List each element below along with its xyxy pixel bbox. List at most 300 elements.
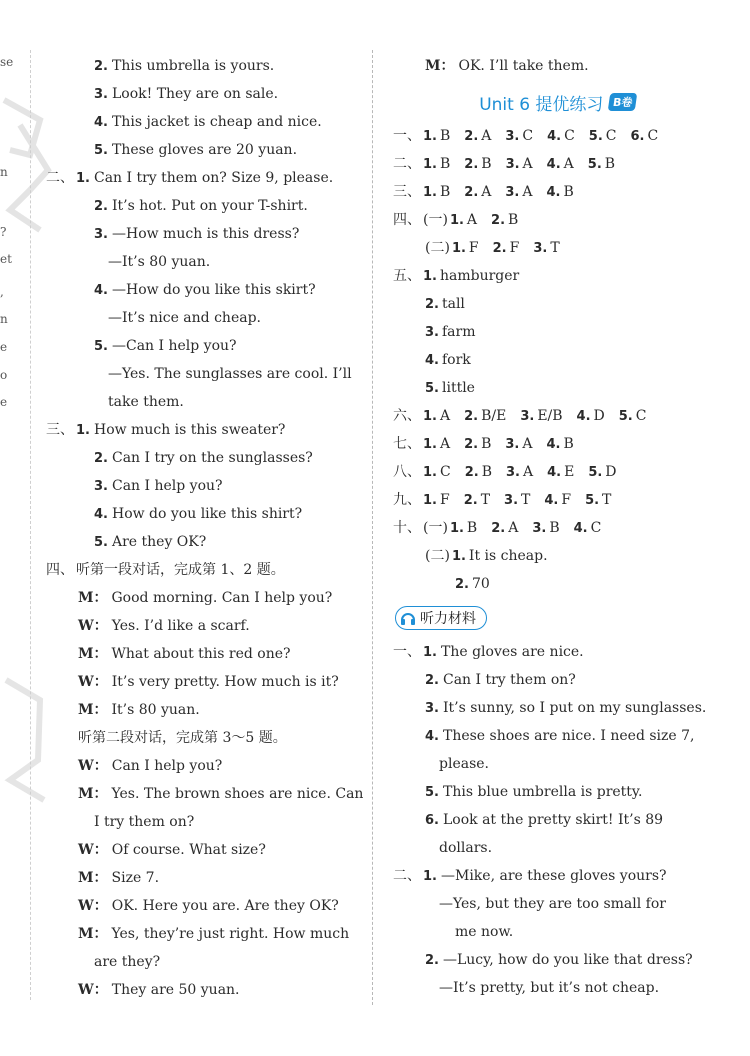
- answer-item: [574, 520, 602, 536]
- answer-value: B: [439, 156, 451, 172]
- answer-item: [533, 240, 559, 256]
- speaker-label: M：: [78, 786, 108, 802]
- text-line: [46, 416, 364, 444]
- text-line: [46, 584, 364, 612]
- answer-item: [455, 576, 490, 592]
- listening-line: [393, 638, 723, 666]
- edge-fragment: o: [0, 368, 8, 382]
- line-text: me now.: [455, 924, 514, 940]
- answer-value: A: [508, 520, 519, 536]
- item-number: 2.: [94, 59, 108, 74]
- item-number: 4.: [544, 493, 559, 508]
- item-number: 2.: [94, 451, 108, 466]
- answer-value: little: [441, 380, 475, 396]
- item-number: 4.: [547, 465, 562, 480]
- answer-item: [544, 492, 571, 508]
- item-number: 4.: [94, 507, 108, 522]
- section-number: 九、: [393, 492, 421, 508]
- answer-value: hamburger: [439, 268, 520, 284]
- answer-value: A: [522, 464, 534, 480]
- text-line: [46, 528, 364, 556]
- answer-row: [393, 346, 723, 374]
- item-number: 2.: [464, 185, 479, 200]
- section-number: 一、: [393, 644, 421, 660]
- text-line: [46, 388, 364, 416]
- answer-row: [393, 402, 723, 430]
- speaker-label: W：: [78, 618, 108, 634]
- edge-fragment: se: [0, 55, 14, 69]
- subsection-number: (二): [425, 240, 450, 256]
- line-text: please.: [439, 756, 489, 772]
- text-line: [46, 752, 364, 780]
- item-number: 2.: [425, 953, 439, 968]
- item-number: 4.: [547, 129, 562, 144]
- b-paper-badge: B卷: [608, 93, 638, 111]
- item-number: 3.: [505, 437, 520, 452]
- answer-item: [423, 408, 450, 424]
- unit-title: Unit 6 提优练习: [479, 94, 604, 115]
- text-line: [46, 556, 364, 584]
- section-number: 八、: [393, 464, 421, 480]
- answer-item: [465, 464, 492, 480]
- section-number: 三、: [46, 422, 74, 438]
- speaker-label: W：: [78, 674, 108, 690]
- item-number: 1.: [423, 645, 437, 660]
- answer-row: [393, 178, 723, 206]
- line-text: Can I try them on? Size 9, please.: [93, 170, 334, 186]
- answer-value: B: [563, 184, 574, 200]
- answer-item: [520, 408, 562, 424]
- item-number: 1.: [423, 157, 437, 172]
- subsection-number: (一): [423, 520, 448, 536]
- section-number: 三、: [393, 184, 421, 200]
- item-number: 1.: [451, 241, 466, 256]
- answer-value: E: [564, 464, 575, 480]
- line-text: The gloves are nice.: [440, 644, 584, 660]
- answer-value: F: [468, 240, 479, 256]
- item-number: 4.: [94, 115, 108, 130]
- line-text: are they?: [94, 954, 161, 970]
- answer-value: T: [480, 492, 491, 508]
- answer-value: T: [550, 240, 560, 256]
- text-line: [46, 864, 364, 892]
- item-number: 1.: [423, 465, 437, 480]
- line-text: How do you like this shirt?: [111, 506, 303, 522]
- text-line: [46, 136, 364, 164]
- item-number: 4.: [546, 437, 561, 452]
- line-text: Good morning. Can I help you?: [111, 590, 333, 606]
- text-line: [46, 948, 364, 976]
- answer-item: [577, 408, 605, 424]
- answer-item: [547, 464, 574, 480]
- item-number: 6.: [630, 129, 645, 144]
- text-line: [46, 164, 364, 192]
- answer-item: [547, 436, 574, 452]
- answer-item: [423, 436, 450, 452]
- answer-value: B: [549, 520, 560, 536]
- speaker-label: W：: [78, 758, 108, 774]
- item-number: 5.: [587, 157, 602, 172]
- answer-value: C: [590, 520, 602, 536]
- answer-row: [393, 234, 723, 262]
- line-text: It’s sunny, so I put on my sunglasses.: [442, 700, 707, 716]
- answer-item: [423, 492, 450, 508]
- answer-item: [505, 128, 533, 144]
- text-line: [46, 640, 364, 668]
- answer-value: A: [439, 408, 451, 424]
- item-number: 3.: [505, 157, 520, 172]
- answer-item: [464, 156, 491, 172]
- answer-item: [423, 268, 519, 284]
- answer-item: [547, 128, 575, 144]
- answer-row: [393, 374, 723, 402]
- section-number: 二、: [393, 868, 421, 884]
- headphones-icon: [400, 610, 416, 626]
- speaker-label: M：: [425, 58, 455, 74]
- answer-item: [547, 156, 574, 172]
- answer-value: It is cheap.: [468, 548, 548, 564]
- answer-value: fork: [441, 352, 471, 368]
- item-number: 3.: [94, 479, 108, 494]
- item-number: 2.: [464, 129, 479, 144]
- item-number: 1.: [76, 171, 90, 186]
- line-text: This blue umbrella is pretty.: [442, 784, 643, 800]
- answer-value: C: [564, 128, 575, 144]
- item-number: 3.: [532, 521, 547, 536]
- line-text: It’s very pretty. How much is it?: [111, 674, 339, 690]
- answer-value: B: [508, 212, 519, 228]
- answer-value: B: [563, 436, 574, 452]
- listening-label: 听力材料: [420, 611, 476, 627]
- answer-row: [393, 542, 723, 570]
- item-number: 3.: [425, 325, 439, 340]
- line-text: What about this red one?: [111, 646, 291, 662]
- line-text: Look! They are on sale.: [111, 86, 279, 102]
- answer-row: [393, 486, 723, 514]
- answer-value: F: [561, 492, 572, 508]
- line-text: Look at the pretty skirt! It’s 89: [442, 812, 664, 828]
- item-number: 2.: [491, 213, 506, 228]
- answer-item: [425, 380, 475, 396]
- answer-item: [631, 128, 659, 144]
- item-number: 3.: [520, 409, 535, 424]
- item-number: 5.: [94, 535, 108, 550]
- item-number: 1.: [423, 129, 437, 144]
- line-text: 听第一段对话，完成第 1、2 题。: [76, 562, 285, 578]
- right-column: [393, 52, 723, 1002]
- answer-value: B: [481, 436, 492, 452]
- answer-item: [532, 520, 559, 536]
- text-line: [46, 920, 364, 948]
- answer-value: tall: [441, 296, 465, 312]
- answer-row: [393, 262, 723, 290]
- answer-item: [505, 436, 532, 452]
- answer-value: B: [604, 156, 616, 172]
- item-number: 4.: [546, 185, 561, 200]
- section-number: 二、: [46, 170, 74, 186]
- item-number: 4.: [576, 409, 591, 424]
- answer-item: [585, 492, 611, 508]
- line-text: —It’s pretty, but it’s not cheap.: [439, 980, 660, 996]
- item-number: 2.: [491, 521, 506, 536]
- line-text: —It’s nice and cheap.: [108, 310, 261, 326]
- edge-fragment: ?: [0, 225, 7, 239]
- line-text: —Can I help you?: [111, 338, 237, 354]
- edge-fragment: et: [0, 252, 12, 266]
- line-text: —Mike, are these gloves yours?: [440, 868, 667, 884]
- answer-row: [393, 122, 723, 150]
- listening-line: [393, 694, 723, 722]
- line-text: —Lucy, how do you like that dress?: [442, 952, 693, 968]
- dialogue-text: OK. I’ll take them.: [458, 58, 589, 74]
- speaker-label: W：: [78, 842, 108, 858]
- text-line: [46, 108, 364, 136]
- edge-fragment: n: [0, 165, 8, 179]
- item-number: 4.: [546, 157, 561, 172]
- answer-row: [393, 430, 723, 458]
- text-line: [46, 192, 364, 220]
- item-number: 4.: [94, 283, 108, 298]
- text-line: [46, 836, 364, 864]
- line-text: I try them on?: [94, 814, 195, 830]
- answer-item: [491, 212, 518, 228]
- answer-value: C: [522, 128, 534, 144]
- item-number: 3.: [94, 87, 108, 102]
- listening-material: [393, 638, 723, 1002]
- text-line: [46, 668, 364, 696]
- line-text: —How do you like this skirt?: [111, 282, 316, 298]
- answer-value: A: [522, 184, 533, 200]
- answer-value: 70: [471, 576, 490, 592]
- item-number: 1.: [76, 423, 90, 438]
- answer-item: [423, 128, 450, 144]
- section-number: 十、: [393, 520, 421, 536]
- item-number: 3.: [94, 227, 108, 242]
- item-number: 3.: [425, 701, 439, 716]
- line-text: Can I try them on?: [442, 672, 576, 688]
- text-line: [46, 332, 364, 360]
- answer-item: [464, 184, 491, 200]
- edge-fragment: ,: [0, 285, 4, 299]
- speaker-label: M：: [78, 646, 108, 662]
- line-text: Of course. What size?: [111, 842, 266, 858]
- answer-value: A: [522, 436, 533, 452]
- text-line: [46, 248, 364, 276]
- line-text: —How much is this dress?: [111, 226, 300, 242]
- listening-line: [393, 750, 723, 778]
- line-text: Are they OK?: [111, 534, 207, 550]
- answer-item: [425, 296, 465, 312]
- text-line: [46, 52, 364, 80]
- answer-row: [393, 458, 723, 486]
- text-line: [46, 500, 364, 528]
- answer-item: [619, 408, 647, 424]
- edge-fragment: n: [0, 312, 8, 326]
- item-number: 2.: [425, 297, 439, 312]
- answer-item: [450, 212, 477, 228]
- line-text: How much is this sweater?: [93, 422, 286, 438]
- item-number: 3.: [505, 465, 520, 480]
- item-number: 4.: [573, 521, 588, 536]
- item-number: 1.: [449, 213, 464, 228]
- line-text: take them.: [108, 394, 184, 410]
- text-line: [46, 80, 364, 108]
- item-number: 5.: [585, 493, 600, 508]
- line-text: Yes. I’d like a scarf.: [111, 618, 250, 634]
- answer-value: D: [605, 464, 617, 480]
- answer-item: [452, 548, 548, 564]
- answer-value: B: [481, 464, 492, 480]
- answer-item: [450, 520, 477, 536]
- listening-line: [393, 778, 723, 806]
- text-line: [46, 808, 364, 836]
- listening-line: [393, 946, 723, 974]
- answer-value: C: [635, 408, 647, 424]
- answer-value: C: [647, 128, 659, 144]
- answer-item: [423, 464, 451, 480]
- answer-item: [493, 240, 520, 256]
- line-text: Can I help you?: [111, 758, 223, 774]
- answer-row: [393, 290, 723, 318]
- answer-value: T: [521, 492, 531, 508]
- line-text: These gloves are 20 yuan.: [111, 142, 298, 158]
- answer-value: F: [509, 240, 520, 256]
- subsection-number: (一): [423, 212, 448, 228]
- item-number: 2.: [464, 437, 479, 452]
- answer-item: [425, 324, 475, 340]
- dialogue-line: [393, 52, 723, 80]
- item-number: 1.: [423, 869, 437, 884]
- line-text: dollars.: [439, 840, 493, 856]
- item-number: 5.: [425, 381, 439, 396]
- line-text: —Yes, but they are too small for: [439, 896, 666, 912]
- answer-list: [393, 122, 723, 598]
- item-number: 2.: [492, 241, 507, 256]
- item-number: 1.: [451, 549, 466, 564]
- answer-value: F: [439, 492, 450, 508]
- section-number: 七、: [393, 436, 421, 452]
- text-line: [46, 696, 364, 724]
- binding-edge-line: [30, 50, 31, 1000]
- item-number: 2.: [94, 199, 108, 214]
- speaker-label: M：: [78, 926, 108, 942]
- text-line: [46, 276, 364, 304]
- line-text: They are 50 yuan.: [111, 982, 240, 998]
- item-number: 5.: [94, 339, 108, 354]
- item-number: 3.: [504, 493, 519, 508]
- answer-item: [425, 352, 471, 368]
- line-text: Yes. The brown shoes are nice. Can: [111, 786, 364, 802]
- answer-item: [464, 436, 491, 452]
- answer-item: [504, 492, 530, 508]
- answer-item: [589, 128, 617, 144]
- edge-fragment: e: [0, 340, 8, 354]
- text-line: [46, 444, 364, 472]
- item-number: 2.: [463, 493, 478, 508]
- speaker-label: M：: [78, 590, 108, 606]
- item-number: 1.: [449, 521, 464, 536]
- line-text: These shoes are nice. I need size 7,: [442, 728, 695, 744]
- answer-row: [393, 206, 723, 234]
- speaker-label: M：: [78, 870, 108, 886]
- item-number: 2.: [464, 157, 479, 172]
- line-text: This umbrella is yours.: [111, 58, 275, 74]
- column-divider: [372, 50, 373, 1005]
- text-line: [46, 780, 364, 808]
- listening-tag: [395, 606, 487, 630]
- unit-title-row: [393, 82, 723, 122]
- item-number: 2.: [464, 409, 479, 424]
- answer-item: [588, 156, 615, 172]
- answer-value: B: [466, 520, 478, 536]
- item-number: 1.: [423, 269, 437, 284]
- answer-value: B: [439, 128, 451, 144]
- listening-header: [395, 600, 723, 636]
- answer-value: T: [602, 492, 612, 508]
- edge-fragment: e: [0, 395, 8, 409]
- item-number: 3.: [533, 241, 548, 256]
- answer-value: D: [593, 408, 605, 424]
- item-number: 2.: [425, 673, 439, 688]
- answer-row: [393, 570, 723, 598]
- item-number: 1.: [423, 409, 437, 424]
- item-number: 5.: [618, 409, 633, 424]
- answer-value: A: [439, 436, 451, 452]
- text-line: [46, 220, 364, 248]
- answer-item: [588, 464, 616, 480]
- item-number: 6.: [425, 813, 439, 828]
- text-line: [46, 976, 364, 1004]
- answer-row: [393, 514, 723, 542]
- speaker-label: M：: [78, 702, 108, 718]
- speaker-label: W：: [78, 982, 108, 998]
- answer-value: C: [439, 464, 451, 480]
- answer-item: [491, 520, 518, 536]
- item-number: 1.: [423, 185, 437, 200]
- answer-row: [393, 318, 723, 346]
- item-number: 5.: [588, 129, 603, 144]
- listening-line: [393, 974, 723, 1002]
- line-text: Yes, they’re just right. How much: [111, 926, 350, 942]
- speaker-label: W：: [78, 898, 108, 914]
- item-number: 4.: [425, 729, 439, 744]
- listening-line: [393, 722, 723, 750]
- listening-line: [393, 918, 723, 946]
- text-line: [46, 360, 364, 388]
- listening-line: [393, 834, 723, 862]
- section-number: 四、: [46, 562, 74, 578]
- section-number: 二、: [393, 156, 421, 172]
- line-text: It’s hot. Put on your T-shirt.: [111, 198, 308, 214]
- answer-value: B: [439, 184, 451, 200]
- answer-item: [464, 408, 506, 424]
- section-number: 四、: [393, 212, 421, 228]
- answer-item: [506, 156, 533, 172]
- listening-line: [393, 666, 723, 694]
- line-text: —It’s 80 yuan.: [108, 254, 211, 270]
- answer-item: [464, 128, 491, 144]
- line-text: —Yes. The sunglasses are cool. I’ll: [108, 366, 352, 382]
- left-column: [46, 52, 364, 1004]
- line-text: Can I help you?: [111, 478, 223, 494]
- answer-item: [423, 184, 450, 200]
- listening-line: [393, 862, 723, 890]
- answer-value: A: [466, 212, 478, 228]
- item-number: 4.: [425, 353, 439, 368]
- item-number: 5.: [588, 465, 603, 480]
- answer-value: E/B: [537, 408, 563, 424]
- answer-row: [393, 150, 723, 178]
